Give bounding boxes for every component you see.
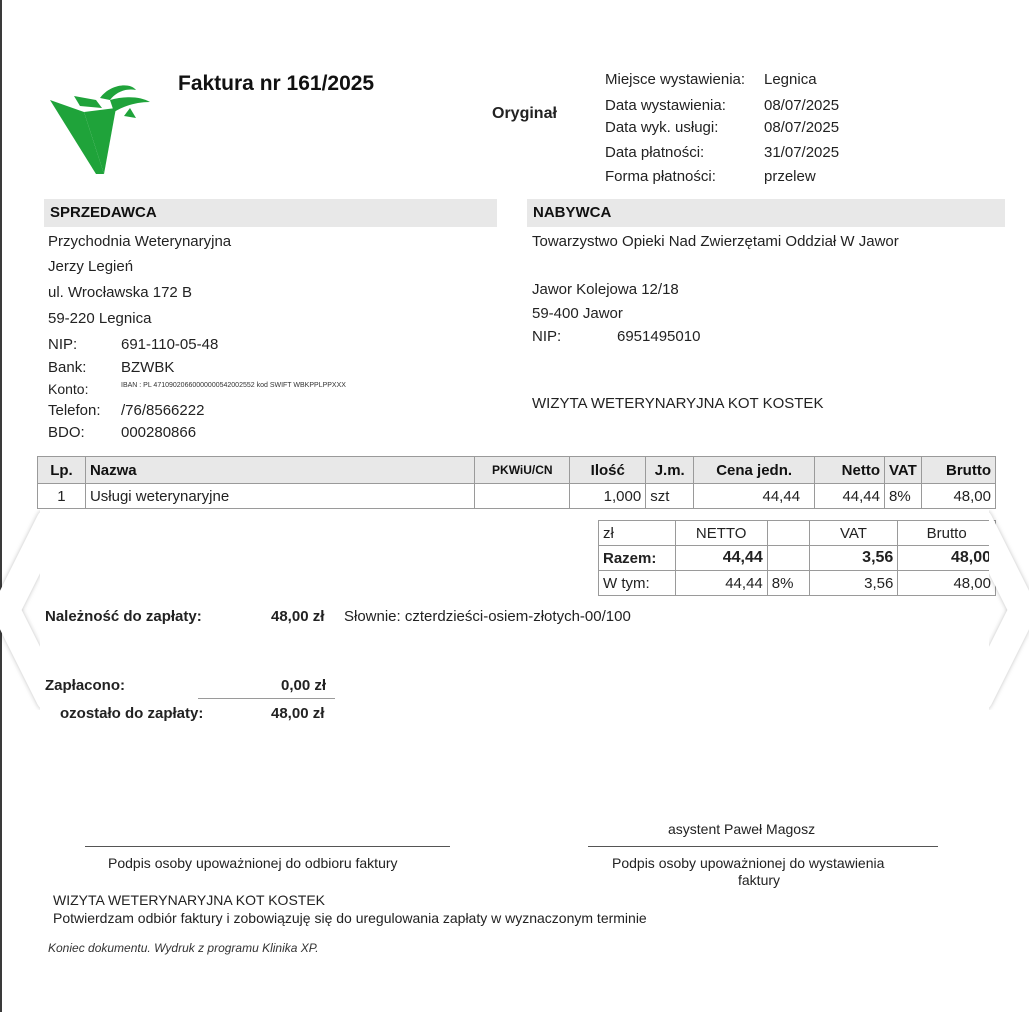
issuer-signature-line [588, 846, 938, 847]
footer-note: WIZYTA WETERYNARYJNA KOT KOSTEK [53, 892, 326, 908]
meta-payment-date-value: 31/07/2025 [764, 144, 840, 161]
summary-currency: zł [599, 521, 676, 546]
meta-place-value: Legnica [764, 71, 817, 88]
paid-label: Zapłacono: [45, 677, 126, 694]
summary-header-row [599, 521, 996, 546]
row-vat: 8% [884, 484, 921, 509]
seller-city: 59-220 Legnica [48, 310, 152, 327]
col-unit-price: Cena jedn. [694, 457, 815, 484]
buyer-name: Towarzystwo Opieki Nad Zwierzętami Oddział W Jawor [532, 233, 899, 250]
seller-konto-label: Konto: [48, 381, 89, 397]
summary-breakdown-netto: 44,44 [675, 571, 767, 596]
col-unit: J.m. [646, 457, 694, 484]
receiver-signature-line [85, 846, 450, 847]
summary-total-rate [767, 546, 809, 571]
summary-h-netto: NETTO [675, 521, 767, 546]
row-gross: 48,00 [921, 484, 995, 509]
remaining-label: ozostało do zapłaty: [60, 705, 204, 722]
seller-konto: IBAN : PL 47109020660000000542002552 kod SWIFT WBKPPLPPXXX [121, 382, 346, 389]
remaining-value: 48,00 zł [271, 705, 325, 722]
meta-payment-date-label: Data płatności: [605, 144, 705, 161]
meta-issue-date-value: 08/07/2025 [764, 97, 840, 114]
meta-issue-date-label: Data wystawienia: [605, 97, 726, 114]
buyer-nip: 6951495010 [617, 328, 701, 345]
seller-bank-label: Bank: [48, 359, 87, 376]
col-name: Nazwa [85, 457, 474, 484]
row-unit: szt [646, 484, 694, 509]
seller-nip: 691-110-05-48 [121, 336, 219, 353]
seller-phone: /76/8566222 [121, 402, 205, 419]
seller-bank: BZWBK [121, 359, 175, 376]
issuer-signature-caption-2: faktury [738, 872, 781, 888]
buyer-city: 59-400 Jawor [532, 305, 623, 322]
col-pkwiu: PKWiU/CN [475, 457, 570, 484]
meta-service-date-value: 08/07/2025 [764, 119, 840, 136]
issuer-name: asystent Paweł Magosz [668, 821, 816, 837]
amount-due-label: Należność do zapłaty: [45, 608, 202, 625]
items-table [37, 456, 996, 509]
col-vat: VAT [884, 457, 921, 484]
col-qty: Ilość [570, 457, 646, 484]
meta-place-label: Miejsce wystawienia: [605, 71, 746, 88]
row-unit-price: 44,44 [694, 484, 815, 509]
summary-total-brutto: 48,00 [898, 546, 996, 571]
footer-confirmation: Potwierdzam odbiór faktury i zobowiązuję się do uregulowania zapłaty w wyznaczonym terminie [53, 910, 647, 926]
col-lp: Lp. [38, 457, 86, 484]
table-row [38, 484, 996, 509]
summary-h-vat: VAT [809, 521, 898, 546]
row-pkwiu [475, 484, 570, 509]
summary-h-brutto: Brutto [898, 521, 996, 546]
buyer-note: WIZYTA WETERYNARYJNA KOT KOSTEK [532, 395, 824, 412]
summary-total-label: Razem: [599, 546, 676, 571]
seller-heading: SPRZEDAWCA [44, 199, 497, 227]
summary-total-row [599, 546, 996, 571]
seller-nip-label: NIP: [48, 336, 78, 353]
summary-breakdown-vat: 3,56 [809, 571, 898, 596]
row-net: 44,44 [815, 484, 885, 509]
seller-name: Przychodnia Weterynaryjna [48, 233, 232, 250]
amount-due-value: 48,00 zł [271, 608, 325, 625]
invoice-title: Faktura nr 161/2025 [178, 72, 375, 95]
issuer-signature-caption-1: Podpis osoby upoważnionej do wystawienia [612, 855, 885, 871]
vet-clinic-logo [44, 78, 154, 178]
amount-in-words: Słownie: czterdzieści-osiem-złotych-00/100 [344, 608, 631, 625]
seller-street: ul. Wrocławska 172 B [48, 284, 192, 301]
row-name: Usługi weterynaryjne [85, 484, 474, 509]
chevron-left-icon[interactable] [0, 510, 40, 710]
summary-total-netto: 44,44 [675, 546, 767, 571]
buyer-street: Jawor Kolejowa 12/18 [532, 281, 679, 298]
summary-breakdown-rate: 8% [767, 571, 809, 596]
meta-payment-method-label: Forma płatności: [605, 168, 716, 185]
buyer-nip-label: NIP: [532, 328, 562, 345]
receiver-signature-caption: Podpis osoby upoważnionej do odbioru faktury [108, 855, 398, 871]
original-label: Oryginał [492, 105, 557, 122]
summary-total-vat: 3,56 [809, 546, 898, 571]
buyer-heading: NABYWCA [527, 199, 1005, 227]
summary-breakdown-label: W tym: [599, 571, 676, 596]
viewer-frame-edge [0, 0, 2, 1012]
chevron-right-icon[interactable] [989, 510, 1029, 710]
seller-phone-label: Telefon: [48, 402, 101, 419]
summary-table [598, 520, 996, 596]
col-net: Netto [815, 457, 885, 484]
footer-end: Koniec dokumentu. Wydruk z programu Klinika XP. [48, 941, 319, 955]
seller-bdo: 000280866 [121, 424, 197, 441]
meta-service-date-label: Data wyk. usługi: [605, 119, 719, 136]
summary-h-rate [767, 521, 809, 546]
paid-value: 0,00 zł [281, 677, 327, 694]
summary-breakdown-brutto: 48,00 [898, 571, 996, 596]
meta-payment-method-value: przelew [764, 168, 816, 185]
paid-underline [198, 698, 335, 699]
row-qty: 1,000 [570, 484, 646, 509]
seller-person: Jerzy Legień [48, 258, 134, 275]
seller-bdo-label: BDO: [48, 424, 85, 441]
col-gross: Brutto [921, 457, 995, 484]
row-lp: 1 [38, 484, 86, 509]
summary-breakdown-row [599, 571, 996, 596]
items-header-row [38, 457, 996, 484]
